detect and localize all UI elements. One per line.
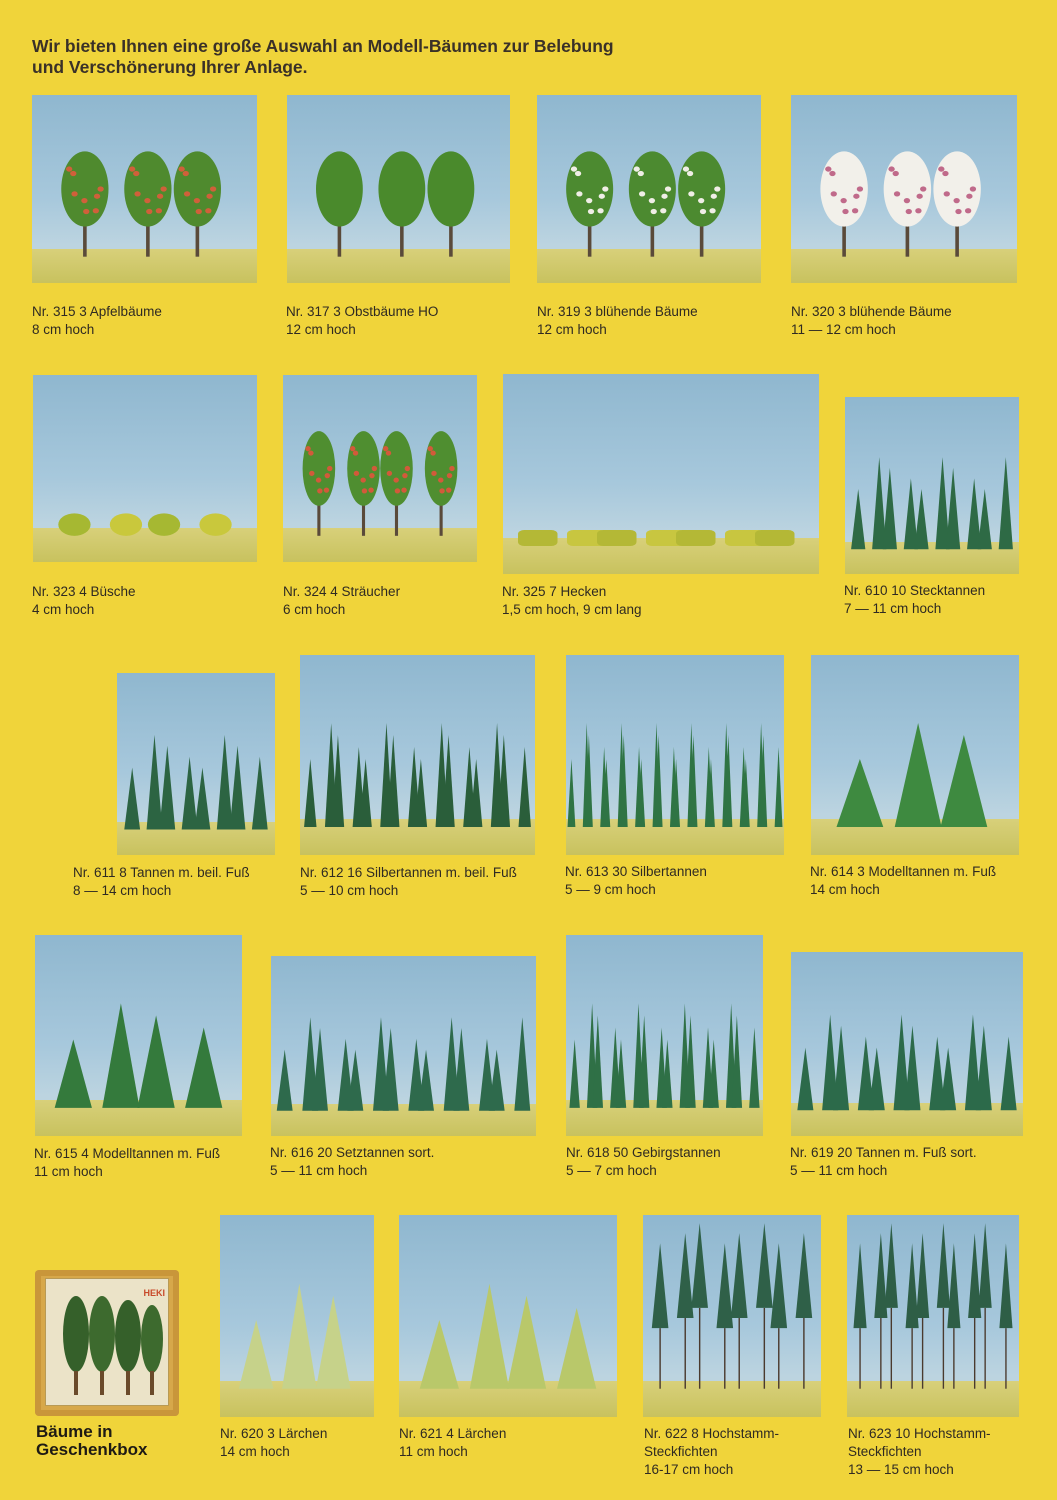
tree [676,530,716,546]
product-number: Nr. 610 10 Stecktannen [844,583,986,598]
product-photo [283,375,477,562]
product-height: 11 cm hoch [399,1444,468,1459]
product-caption [283,583,400,619]
product-photo [845,397,1019,574]
tree [895,723,942,827]
product-height: 11 cm hoch [34,1164,103,1179]
product-number: Nr. 613 30 Silbertannen [565,864,707,879]
product-number: Nr. 621 4 Lärchen [399,1426,507,1441]
product-number: Nr. 319 3 blühende Bäume [537,304,698,319]
tree [557,1308,596,1389]
product-height: 5 — 11 cm hoch [270,1163,368,1178]
tree [347,431,380,536]
product-caption [565,863,707,899]
tree [797,1048,813,1111]
product-photo [643,1215,821,1417]
product-caption [270,1144,434,1180]
tree-illustration [845,397,1019,574]
product-number: Nr. 618 50 Gebirgstannen [566,1145,721,1160]
tree [425,431,458,536]
tree [999,1243,1012,1388]
tree [316,151,363,256]
product-photo [566,655,784,855]
product-name-continued: Steckfichten [848,1444,922,1459]
tree [883,468,897,549]
gift-box-caption [36,1423,148,1459]
product-number: Nr. 622 8 Hochstamm- [644,1426,780,1441]
product-height: 6 cm hoch [283,602,346,617]
tree-illustration [33,375,257,562]
tree-illustration [283,375,477,562]
product-height: 14 cm hoch [810,882,880,897]
tree [420,1320,459,1389]
tree [277,1050,293,1111]
tree [380,431,413,536]
tree [755,530,795,546]
tree [884,151,931,256]
product-height: 5 — 10 cm hoch [300,883,399,898]
product-number: Nr. 325 7 Hecken [502,584,607,599]
product-photo [117,673,275,855]
tree [239,1320,274,1389]
tree-illustration [117,673,275,855]
tree [566,151,613,256]
tree [518,747,530,827]
tree [677,1233,694,1389]
product-height: 14 cm hoch [220,1444,290,1459]
tree [756,1223,773,1389]
tree [507,1296,546,1389]
gift-box-caption-line-2: Geschenkbox [36,1440,148,1459]
tree-illustration [537,95,761,283]
tree [678,151,725,256]
product-photo [503,374,819,574]
tree [124,768,140,830]
tree-illustration [811,655,1019,855]
tree [937,1223,950,1389]
product-caption [566,1144,721,1180]
tree [58,513,90,535]
tree [282,1284,317,1389]
tree [968,1233,981,1389]
tree [568,759,576,827]
tree [914,489,928,549]
product-height: 11 — 12 cm hoch [791,322,896,337]
tree [159,746,175,830]
tree [174,151,221,256]
product-caption [300,864,517,900]
product-photo [791,95,1017,283]
product-number: Nr. 611 8 Tannen m. beil. Fuß [73,865,250,880]
heading-line-2: und Verschönerung Ihrer Anlage. [32,57,308,77]
tree-illustration [300,655,535,855]
tree [946,468,960,549]
tree-illustration [791,95,1017,283]
tree [820,151,867,256]
tree [185,1027,222,1107]
tree [833,1026,849,1111]
tree [916,1233,929,1389]
tree [252,757,268,830]
tree [378,151,425,256]
product-caption [502,583,642,619]
product-caption [810,863,996,899]
tree [796,1233,813,1389]
product-photo [791,952,1023,1136]
tree-illustration [566,935,763,1136]
product-height: 7 — 11 cm hoch [844,601,942,616]
tree [940,1048,956,1111]
product-height: 5 — 7 cm hoch [566,1163,657,1178]
tree [853,1243,866,1388]
tree-illustration [643,1215,821,1417]
product-number: Nr. 619 20 Tannen m. Fuß sort. [790,1145,977,1160]
product-caption [844,582,985,618]
tree-illustration [32,95,257,283]
product-number: Nr. 320 3 blühende Bäume [791,304,952,319]
tree [124,151,171,256]
product-photo [811,655,1019,855]
tree-illustration [271,956,536,1136]
tree-illustration [35,935,242,1136]
tree [629,151,676,256]
tree [652,1243,669,1388]
product-number: Nr. 612 16 Silbertannen m. beil. Fuß [300,865,517,880]
tree [836,759,883,827]
product-number: Nr. 616 20 Setztannen sort. [270,1145,435,1160]
product-caption [537,303,698,339]
product-caption [220,1425,327,1461]
page-heading [32,36,732,78]
tree-illustration [287,95,510,283]
product-number: Nr. 623 10 Hochstamm- [848,1426,991,1441]
product-caption [848,1425,991,1479]
tree-illustration [399,1215,617,1417]
product-number: Nr. 324 4 Sträucher [283,584,401,599]
tree [316,1296,351,1389]
tree-illustration [566,655,784,855]
product-photo [33,375,257,562]
tree [304,759,316,827]
tree [731,1233,748,1389]
tree [470,1284,509,1389]
product-caption [73,864,250,900]
product-caption [644,1425,779,1479]
product-photo [399,1215,617,1417]
product-photo [271,956,536,1136]
tree [102,1003,139,1108]
product-photo [566,935,763,1136]
tree [147,735,163,830]
tree [885,1223,898,1389]
product-height: 12 cm hoch [537,322,607,337]
product-height: 5 — 9 cm hoch [565,882,656,897]
tree [427,151,474,256]
product-photo [300,655,535,855]
product-caption [399,1425,506,1461]
product-photo [35,935,242,1136]
product-caption [791,303,952,339]
tree [110,513,142,535]
product-photo [32,95,257,283]
tree [978,489,992,549]
tree [691,1223,708,1389]
tree [148,513,180,535]
tree [775,747,783,827]
product-height: 16-17 cm hoch [644,1462,734,1477]
product-caption [34,1145,220,1181]
product-photo [847,1215,1019,1417]
tree [947,1243,960,1388]
tree [182,757,198,830]
tree [597,530,637,546]
tree [851,489,865,549]
tree [999,457,1013,549]
product-name-continued: Steckfichten [644,1444,718,1459]
tree-illustration [220,1215,374,1417]
product-height: 4 cm hoch [32,602,95,617]
product-caption [790,1144,977,1180]
tree [749,1027,759,1107]
tree [770,1243,787,1388]
tree [569,1040,579,1108]
tree-illustration [847,1215,1019,1417]
product-caption [32,303,162,339]
product-caption [286,303,438,339]
product-height: 13 — 15 cm hoch [848,1462,954,1477]
product-photo [220,1215,374,1417]
product-height: 12 cm hoch [286,322,356,337]
tree [716,1243,733,1388]
product-height: 5 — 11 cm hoch [790,1163,888,1178]
product-height: 8 — 14 cm hoch [73,883,172,898]
tree [55,1040,92,1108]
tree [61,151,108,256]
tree [217,735,233,830]
tree [940,735,987,827]
gift-box-trees [46,1279,170,1407]
tree [979,1223,992,1389]
tree [514,1017,530,1111]
tree [199,513,231,535]
product-number: Nr. 317 3 Obstbäume HO [286,304,439,319]
brand-logo: HEKI [143,1288,165,1298]
gift-box-photo [35,1270,179,1416]
product-number: Nr. 315 3 Apfelbäume [32,304,162,319]
product-caption [32,583,136,619]
tree [1001,1037,1017,1111]
tree [303,431,336,536]
tree [976,1026,992,1111]
product-height: 8 cm hoch [32,322,95,337]
tree [933,151,980,256]
product-number: Nr. 614 3 Modelltannen m. Fuß [810,864,997,879]
product-number: Nr. 620 3 Lärchen [220,1426,328,1441]
tree [869,1048,885,1111]
tree [137,1015,174,1107]
product-dimensions: 1,5 cm hoch, 9 cm lang [502,602,642,617]
product-number: Nr. 323 4 Büsche [32,584,136,599]
gift-box-caption-line-1: Bäume in [36,1422,113,1441]
heading-line-1: Wir bieten Ihnen eine große Auswahl an Modell-Bäumen zur Belebung [32,36,614,56]
product-photo [287,95,510,283]
tree [904,1026,920,1111]
tree [230,746,246,830]
tree [518,530,558,546]
tree-illustration [791,952,1023,1136]
tree-illustration [503,374,819,574]
tree [195,768,211,830]
tree [874,1233,887,1389]
product-number: Nr. 615 4 Modelltannen m. Fuß [34,1146,221,1161]
product-photo [537,95,761,283]
